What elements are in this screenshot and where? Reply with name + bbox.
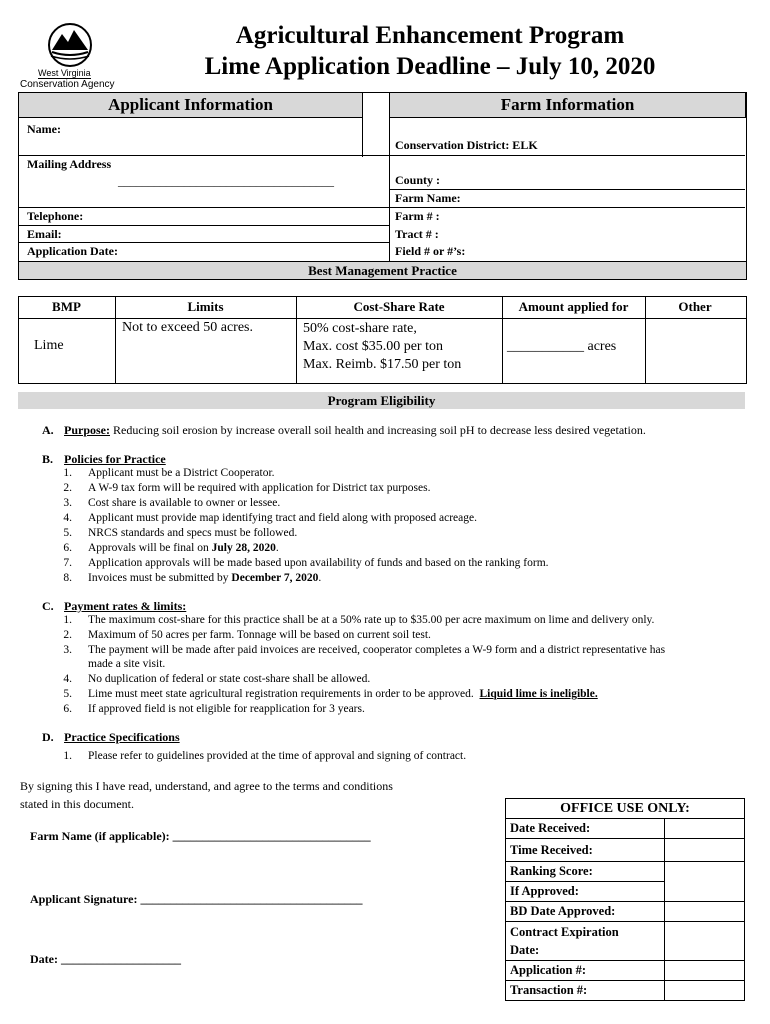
policy-item: Applicant must provide map identifying tract and field along with proposed acreage.: [88, 512, 477, 524]
office-row-value[interactable]: [665, 839, 745, 862]
office-use-box: [505, 798, 745, 1001]
tract-number-label[interactable]: Tract # :: [395, 227, 439, 241]
bmp-value: Lime: [34, 338, 64, 353]
signature-date-field[interactable]: Date: ____________________: [30, 952, 181, 966]
policy-item: Application approvals will be made based upon availability of funds and based on the ranking form.: [88, 557, 549, 569]
office-row-value[interactable]: [665, 961, 745, 981]
farm-header: Farm Information: [389, 92, 746, 118]
policy-item: [88, 572, 321, 584]
policies-title: Policies for Practice: [64, 452, 166, 466]
office-row-label: If Approved:: [506, 882, 665, 902]
signing-statement-2: stated in this document.: [20, 797, 134, 811]
payment-item: Maximum of 50 acres per farm. Tonnage will be based on current soil test.: [88, 629, 431, 641]
bmp-section-header: Best Management Practice: [18, 261, 747, 280]
rate-line: 50% cost-share rate,: [303, 321, 417, 336]
list-number: 8.: [63, 572, 72, 584]
mailing-address-label[interactable]: Mailing Address: [27, 157, 112, 171]
purpose-title: Purpose:: [64, 423, 110, 437]
conservation-district: Conservation District: ELK: [395, 138, 538, 152]
office-row-label-line: Date:: [510, 943, 540, 957]
applicant-name-label[interactable]: Name:: [27, 122, 61, 136]
amount-col-header: Amount applied for: [518, 299, 629, 314]
logo-text-1: West Virginia: [38, 68, 91, 78]
invoice-date: December 7, 2020: [231, 572, 319, 584]
specifications-title: Practice Specifications: [64, 730, 180, 744]
period: .: [318, 572, 322, 584]
list-number: 3.: [63, 644, 72, 656]
policy-text: Approvals will be final on: [88, 542, 212, 554]
payment-item-cont: made a site visit.: [88, 658, 166, 670]
payment-item: If approved field is not eligible for reapplication for 3 years.: [88, 703, 365, 715]
office-row-label: Time Received:: [506, 839, 665, 862]
list-number: 1.: [63, 750, 72, 762]
office-row-value[interactable]: [665, 981, 745, 1001]
purpose-text: Reducing soil erosion by increase overall soil health and increasing soil pH to decrease less desired vegetation.: [110, 423, 646, 437]
policy-item: NRCS standards and specs must be followed.: [88, 527, 298, 539]
office-row-label: Date Received:: [506, 819, 665, 839]
section-d-letter: D.: [42, 730, 54, 744]
limits-value: Not to exceed 50 acres.: [122, 320, 253, 335]
policy-item: A W-9 tax form will be required with application for District tax purposes.: [88, 482, 431, 494]
office-use-header: OFFICE USE ONLY:: [506, 799, 745, 819]
list-number: 1.: [63, 467, 72, 479]
mailing-address-line: ____________________________________: [118, 174, 334, 188]
period: .: [275, 542, 279, 554]
section-b-letter: B.: [42, 452, 54, 466]
office-row-value[interactable]: [665, 862, 745, 902]
list-number: 5.: [63, 688, 72, 700]
list-number: 1.: [63, 614, 72, 626]
farm-name-signature-field[interactable]: Farm Name (if applicable): _________________________________: [30, 829, 371, 843]
list-number: 2.: [63, 482, 72, 494]
list-number: 6.: [63, 542, 72, 554]
rate-line: Max. cost $35.00 per ton: [303, 339, 443, 354]
policy-item: [88, 542, 279, 554]
office-row-label: BD Date Approved:: [506, 902, 665, 922]
office-row-value[interactable]: [665, 922, 745, 961]
office-row-label: Transaction #:: [506, 981, 665, 1001]
list-number: 4.: [63, 673, 72, 685]
limits-col-header: Limits: [187, 299, 224, 314]
office-row-label: Application #:: [506, 961, 665, 981]
policy-text: Invoices must be submitted by: [88, 572, 232, 584]
county-label[interactable]: County :: [395, 173, 441, 187]
list-number: 6.: [63, 703, 72, 715]
other-col-header: Other: [678, 299, 712, 314]
payment-item: The payment will be made after paid invoices are received, cooperator completes a W-9 form and a district representative has: [88, 644, 666, 656]
list-number: 7.: [63, 557, 72, 569]
eligibility-header: Program Eligibility: [18, 392, 745, 409]
agency-logo: [18, 20, 118, 92]
rate-col-header: Cost-Share Rate: [353, 299, 445, 314]
list-number: 2.: [63, 629, 72, 641]
office-row-label-line: Contract Expiration: [510, 925, 619, 939]
list-number: 3.: [63, 497, 72, 509]
policy-item: Applicant must be a District Cooperator.: [88, 467, 275, 479]
office-row-label: Ranking Score:: [506, 862, 665, 882]
section-a: [64, 423, 646, 438]
rate-value: [303, 320, 461, 374]
amount-acres-field[interactable]: ___________ acres: [507, 339, 617, 354]
payment-text: Lime must meet state agricultural registration requirements in order to be approved.: [88, 688, 480, 700]
bmp-col-header: BMP: [52, 299, 81, 314]
section-c-letter: C.: [42, 599, 54, 613]
payment-title: Payment rates & limits:: [64, 599, 187, 613]
farm-number-label[interactable]: Farm # :: [395, 209, 440, 223]
applicant-header: Applicant Information: [18, 92, 363, 118]
rate-line: Max. Reimb. $17.50 per ton: [303, 357, 462, 372]
payment-item: No duplication of federal or state cost-share shall be allowed.: [88, 673, 371, 685]
page-title: Agricultural Enhancement Program: [235, 22, 625, 49]
applicant-signature-field[interactable]: Applicant Signature: _____________________________________: [30, 892, 363, 906]
farm-name-label[interactable]: Farm Name:: [395, 191, 461, 205]
list-number: 5.: [63, 527, 72, 539]
payment-item: The maximum cost-share for this practice shall be at a 50% rate up to $35.00 per acre maximum on lime and delivery only.: [88, 614, 655, 626]
office-row-value[interactable]: [665, 902, 745, 922]
specification-item: Please refer to guidelines provided at the time of approval and signing of contract.: [88, 750, 467, 762]
page-subtitle: Lime Application Deadline – July 10, 2020: [204, 53, 656, 80]
policy-item: Cost share is available to owner or lessee.: [88, 497, 281, 509]
office-row-value[interactable]: [665, 819, 745, 839]
signing-statement-1: By signing this I have read, understand, and agree to the terms and conditions: [20, 779, 393, 793]
section-a-letter: A.: [42, 423, 54, 437]
email-label[interactable]: Email:: [27, 227, 62, 241]
telephone-label[interactable]: Telephone:: [27, 209, 84, 223]
field-number-label[interactable]: Field # or #’s:: [395, 244, 466, 258]
application-date-label[interactable]: Application Date:: [27, 244, 118, 258]
office-row-label: [506, 922, 665, 961]
liquid-lime-note: Liquid lime is ineligible.: [479, 688, 598, 700]
list-number: 4.: [63, 512, 72, 524]
payment-item: [88, 688, 598, 700]
logo-text-2: Conservation Agency: [20, 79, 115, 90]
approval-date: July 28, 2020: [211, 542, 276, 554]
